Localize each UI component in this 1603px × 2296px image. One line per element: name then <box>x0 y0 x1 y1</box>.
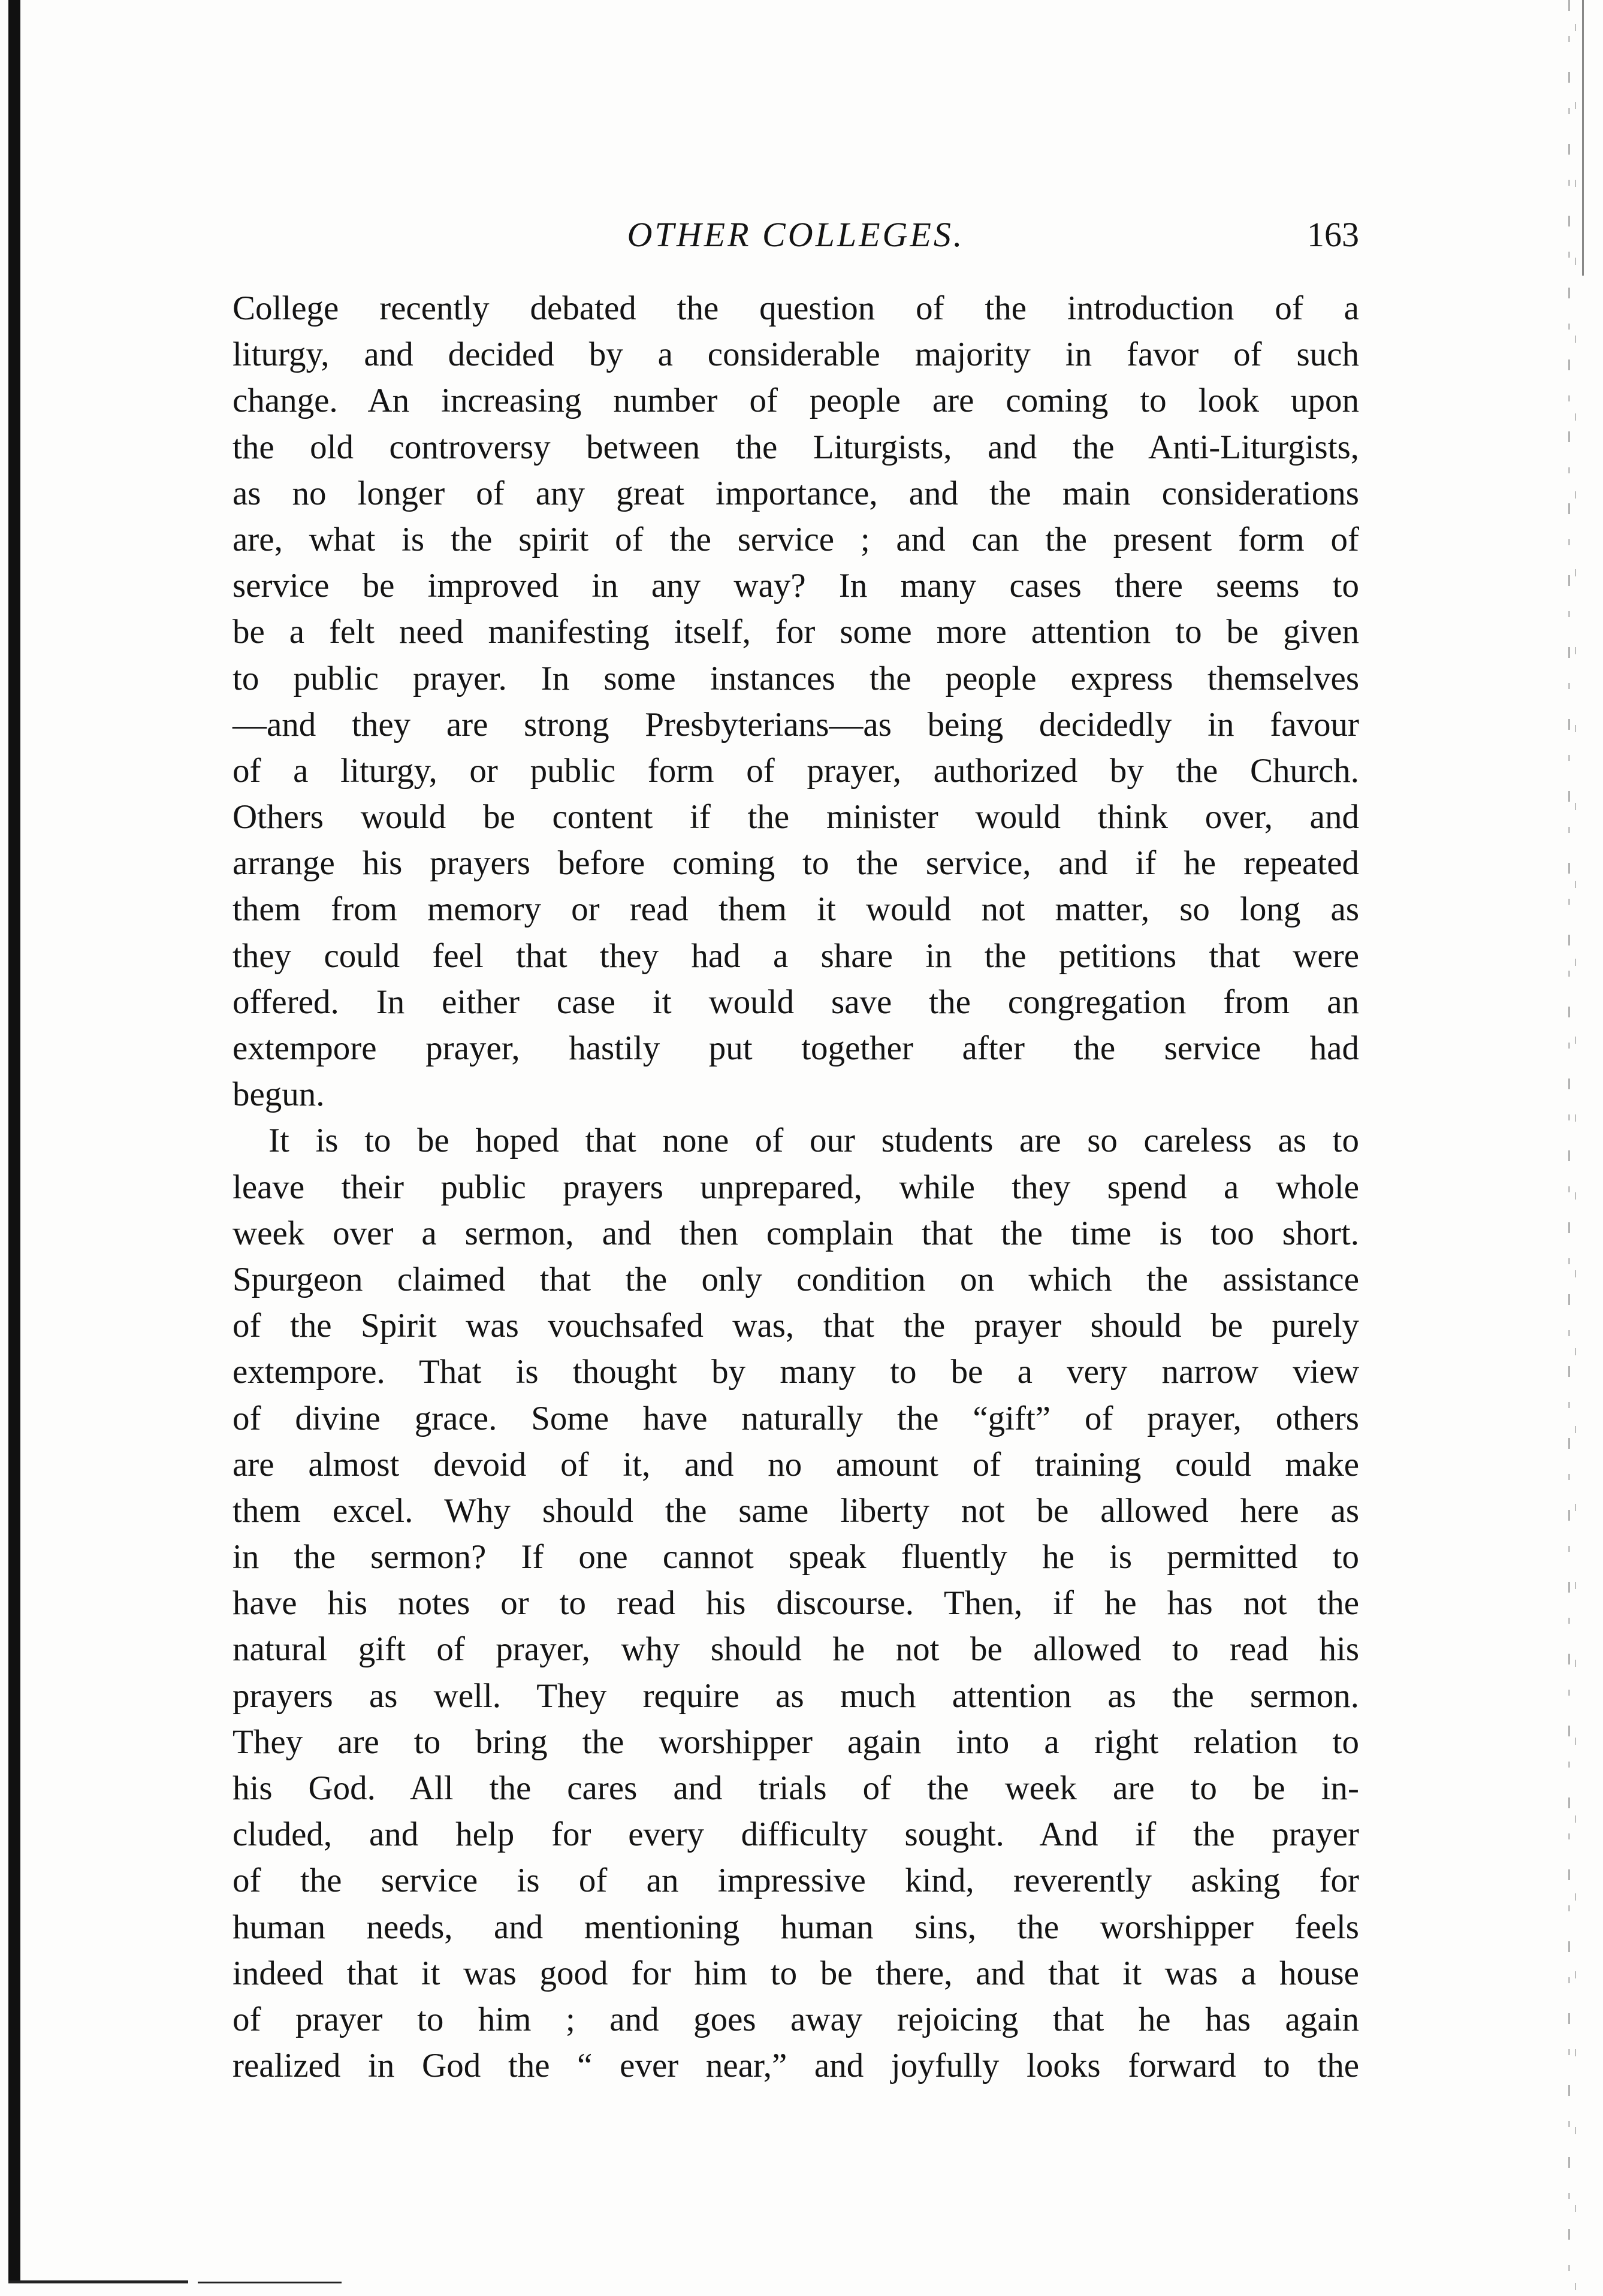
text-line: It is to be hoped that none of our students are so careless as to <box>268 1122 1359 1160</box>
bottom-rule <box>8 2280 188 2283</box>
text-line: to public prayer. In some instances the people express themselves <box>233 659 1359 697</box>
text-line: leave their public prayers unprepared, while they spend a whole <box>233 1168 1359 1206</box>
paragraph <box>233 285 1359 1117</box>
text-line: natural gift of prayer, why should he not be allowed to read his <box>233 1630 1359 1669</box>
text-line: his God. All the cares and trials of the week are to be in- <box>233 1769 1359 1807</box>
text-line: liturgy, and decided by a considerable majority in favor of such <box>233 336 1359 374</box>
text-line: offered. In either case it would save the congregation from an <box>233 983 1359 1021</box>
text-line: —and they are strong Presbyterians—as being decidedly in favour <box>233 705 1359 744</box>
text-line: week over a sermon, and then complain that the time is too short. <box>233 1214 1359 1252</box>
text-line: of divine grace. Some have naturally the “gift” of prayer, others <box>233 1399 1359 1437</box>
text-line: service be improved in any way? In many cases there seems to <box>233 567 1359 605</box>
text-line: have his notes or to read his discourse. Then, if he has not the <box>233 1584 1359 1623</box>
text-line: cluded, and help for every difficulty sought. And if the prayer <box>233 1815 1359 1854</box>
text-line: extempore prayer, hastily put together after the service had <box>233 1029 1359 1067</box>
text-line: they could feel that they had a share in the petitions that were <box>233 936 1359 975</box>
text-line: human needs, and mentioning human sins, the worshipper feels <box>233 1908 1359 1946</box>
text-line: arrange his prayers before coming to the service, and if he repeated <box>233 844 1359 883</box>
gutter-speckle <box>1575 0 1576 2296</box>
bottom-rule <box>198 2282 342 2283</box>
text-line: prayers as well. They require as much attention as the sermon. <box>233 1676 1359 1715</box>
text-line: Spurgeon claimed that the only condition on which the assistance <box>233 1260 1359 1298</box>
text-line: They are to bring the worshipper again into a right relation to <box>233 1723 1359 1761</box>
text-line: indeed that it was good for him to be there, and that it was a house <box>233 1954 1359 1992</box>
text-line: are almost devoid of it, and no amount of training could make <box>233 1445 1359 1484</box>
text-line: are, what is the spirit of the service ; and can the present form of <box>233 520 1359 558</box>
text-line: be a felt need manifesting itself, for some more attention to be given <box>233 613 1359 651</box>
text-line: of the Spirit was vouchsafed was, that the prayer should be purely <box>233 1307 1359 1345</box>
text-line: of the service is of an impressive kind, reverently asking for <box>233 1862 1359 1900</box>
text-line: College recently debated the question of the introduction of a <box>233 289 1359 327</box>
text-line: Others would be content if the minister would think over, and <box>233 798 1359 836</box>
text-line: of prayer to him ; and goes away rejoicing that he has again <box>233 2000 1359 2038</box>
page-body <box>233 285 1359 2089</box>
text-line: of a liturgy, or public form of prayer, authorized by the Church. <box>233 751 1359 790</box>
text-line: them from memory or read them it would not matter, so long as <box>233 890 1359 929</box>
text-line: extempore. That is thought by many to be a very narrow view <box>233 1353 1359 1391</box>
text-line: the old controversy between the Liturgists, and the Anti-Liturgists, <box>233 428 1359 466</box>
paragraph <box>233 1117 1359 2089</box>
text-line: realized in God the “ ever near,” and joyfully looks forward to the <box>233 2047 1359 2085</box>
page-number: 163 <box>1307 215 1359 254</box>
text-line: in the sermon? If one cannot speak fluently he is permitted to <box>233 1538 1359 1576</box>
binding-edge <box>8 0 20 2283</box>
text-line: change. An increasing number of people are coming to look upon <box>233 382 1359 420</box>
running-title: OTHER COLLEGES. <box>627 215 965 254</box>
text-line: as no longer of any great importance, and the main considerations <box>233 474 1359 512</box>
text-line: them excel. Why should the same liberty not be allowed here as <box>233 1491 1359 1530</box>
running-head <box>233 211 1359 259</box>
text-line: begun. <box>233 1076 325 1114</box>
gutter-speckle <box>1568 0 1570 2296</box>
gutter-speckle <box>1582 0 1584 276</box>
